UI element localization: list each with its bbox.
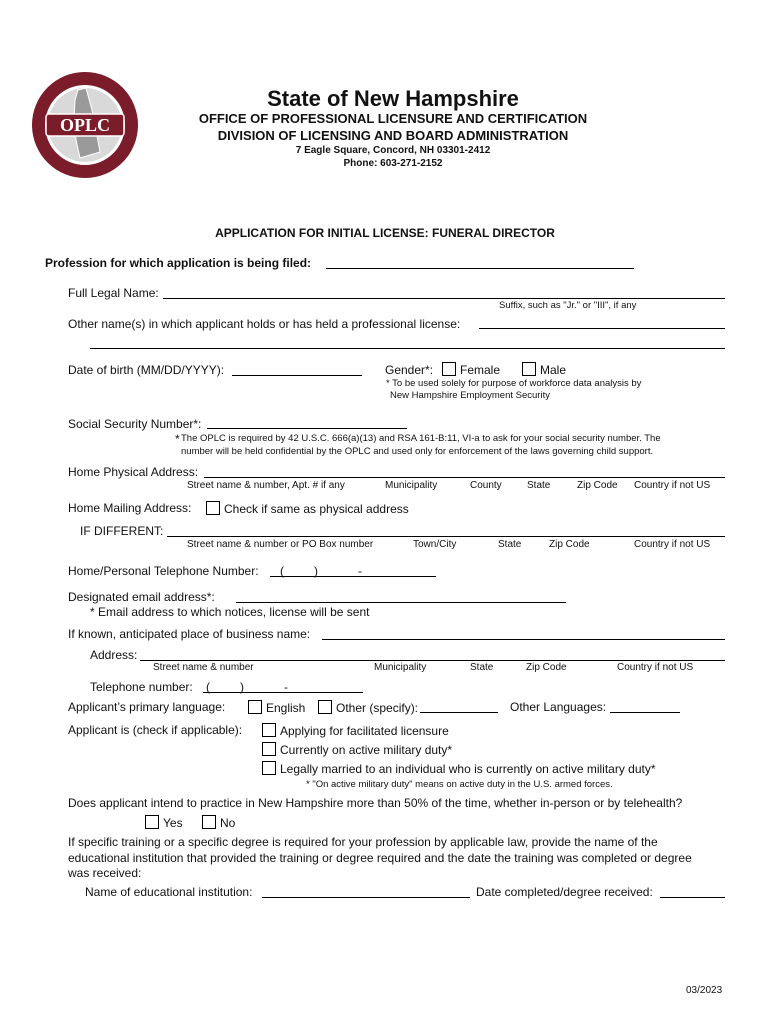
ssn-note-1: The OPLC is required by 42 U.S.C. 666(a)(13) and RSA 161-B:11, VI-a to ask for your social security number. The (181, 433, 661, 444)
other-languages-label: Other Languages: (510, 700, 607, 714)
practice-question: Does applicant intend to practice in New Hampshire more than 50% of the time, whether in-person or by telehealth? (68, 796, 683, 810)
other-names-label: Other name(s) in which applicant holds or has held a professional license: (68, 317, 461, 331)
checkbox-english[interactable] (248, 700, 262, 714)
gender-label: Gender*: (385, 363, 434, 377)
other-languages-field[interactable] (610, 712, 680, 713)
language-other[interactable] (318, 700, 418, 715)
revision-date: 03/2023 (686, 985, 723, 996)
other-language-label: Other (specify): (336, 701, 419, 715)
gender-note-1: * To be used solely for purpose of workforce data analysis by (386, 378, 642, 389)
applicant-is-label: Applicant is (check if applicable): (68, 723, 243, 737)
col-county: County (470, 480, 502, 491)
ssn-field[interactable] (207, 428, 407, 429)
female-label: Female (460, 363, 501, 377)
language-english[interactable] (248, 700, 305, 715)
business-address-field[interactable] (140, 660, 725, 661)
profession-label: Profession for which application is being filed: (45, 256, 312, 270)
bcol-street: Street name & number (153, 662, 254, 673)
checkbox-other-language[interactable] (318, 700, 332, 714)
oplc-logo (30, 70, 140, 180)
bcol-zip: Zip Code (526, 662, 567, 673)
form-title: APPLICATION FOR INITIAL LICENSE: FUNERAL DIRECTOR (215, 226, 555, 240)
same-as-physical-label: Check if same as physical address (224, 502, 409, 516)
if-different-label: IF DIFFERENT: (80, 524, 164, 538)
state-title: State of New Hampshire (267, 86, 519, 111)
email-note: * Email address to which notices, license will be sent (90, 605, 370, 619)
business-label: If known, anticipated place of business name: (68, 627, 311, 641)
col-street: Street name & number, Apt. # if any (187, 480, 345, 491)
dob-field[interactable] (232, 375, 362, 376)
business-phone-mask: ( ) - (206, 680, 289, 694)
institution-label: Name of educational institution: (85, 885, 253, 899)
col-municipality: Municipality (385, 480, 438, 491)
home-phone-label: Home/Personal Telephone Number: (68, 564, 259, 578)
bcol-municipality: Municipality (374, 662, 427, 673)
male-label: Male (540, 363, 567, 377)
checkbox-married-military[interactable] (262, 761, 276, 775)
applicant-option-facilitated[interactable] (262, 723, 449, 738)
profession-field[interactable] (326, 268, 634, 269)
no-label: No (220, 816, 236, 830)
yes-label: Yes (163, 816, 183, 830)
home-phone-mask: ( ) - (280, 564, 363, 578)
mcol-town: Town/City (413, 539, 457, 550)
checkbox-female[interactable] (442, 362, 456, 376)
mcol-street: Street name & number or PO Box number (187, 539, 374, 550)
email-label: Designated email address*: (68, 590, 215, 604)
col-zip: Zip Code (577, 480, 618, 491)
logo-text: OPLC (59, 115, 110, 135)
legal-name-label: Full Legal Name: (68, 286, 159, 300)
business-phone-label: Telephone number: (90, 680, 193, 694)
business-field[interactable] (322, 639, 725, 640)
gender-male[interactable] (522, 362, 566, 377)
training-text-1: If specific training or a specific degree is required for your profession by applicable law, provide the name of the (68, 835, 658, 849)
mailing-field[interactable] (167, 536, 725, 537)
institution-field[interactable] (262, 897, 470, 898)
email-field[interactable] (236, 602, 566, 603)
applicant-option-military[interactable] (262, 742, 452, 757)
business-phone-field[interactable] (203, 692, 363, 693)
military-label: Currently on active military duty* (280, 743, 453, 757)
military-note: * "On active military duty" means on active duty in the U.S. armed forces. (306, 779, 613, 790)
practice-yes[interactable] (145, 815, 183, 830)
date-completed-field[interactable] (660, 897, 725, 898)
home-phone-field[interactable] (270, 576, 436, 577)
col-country: Country if not US (634, 480, 711, 491)
home-physical-field[interactable] (204, 477, 725, 478)
english-label: English (266, 701, 306, 715)
language-other-field[interactable] (420, 712, 498, 713)
bcol-country: Country if not US (617, 662, 694, 673)
applicant-option-married[interactable] (262, 761, 656, 776)
checkbox-facilitated[interactable] (262, 723, 276, 737)
practice-no[interactable] (202, 815, 235, 830)
bcol-state: State (470, 662, 494, 673)
col-state: State (527, 480, 551, 491)
training-text-3: was received: (68, 866, 142, 880)
legal-name-field[interactable] (163, 298, 725, 299)
gender-note-2: New Hampshire Employment Security (390, 390, 550, 401)
other-names-field[interactable] (479, 328, 725, 329)
business-address-label: Address: (90, 648, 138, 662)
checkbox-same-address[interactable] (206, 501, 220, 515)
checkbox-male[interactable] (522, 362, 536, 376)
married-military-label: Legally married to an individual who is currently on active military duty* (280, 762, 656, 776)
home-physical-label: Home Physical Address: (68, 465, 199, 479)
ssn-note-2: number will be held confidential by the OPLC and used only for enforcement of the laws governing child support. (181, 446, 654, 457)
suffix-hint: Suffix, such as "Jr." or "III", if any (499, 300, 637, 311)
checkbox-yes[interactable] (145, 815, 159, 829)
office-phone: Phone: 603-271-2152 (343, 158, 443, 169)
mcol-zip: Zip Code (549, 539, 590, 550)
same-as-physical[interactable] (206, 501, 409, 516)
checkbox-no[interactable] (202, 815, 216, 829)
mcol-country: Country if not US (634, 539, 711, 550)
facilitated-label: Applying for facilitated licensure (280, 724, 449, 738)
home-mailing-label: Home Mailing Address: (68, 501, 192, 515)
office-address: 7 Eagle Square, Concord, NH 03301-2412 (295, 145, 491, 156)
office-name: OFFICE OF PROFESSIONAL LICENSURE AND CERTIFICATION (198, 111, 588, 126)
checkbox-military[interactable] (262, 742, 276, 756)
ssn-note-star: * (175, 432, 180, 446)
date-completed-label: Date completed/degree received: (476, 885, 653, 899)
training-text-2: educational institution that provided the training or degree required and the date the training was completed or degree (68, 851, 692, 865)
gender-female[interactable] (442, 362, 500, 377)
other-names-field-2[interactable] (90, 348, 725, 349)
division-name: DIVISION OF LICENSING AND BOARD ADMINISTRATION (217, 128, 569, 143)
mcol-state: State (498, 539, 522, 550)
ssn-label: Social Security Number*: (68, 417, 202, 431)
dob-label: Date of birth (MM/DD/YYYY): (68, 363, 225, 377)
language-label: Applicant’s primary language: (68, 700, 226, 714)
